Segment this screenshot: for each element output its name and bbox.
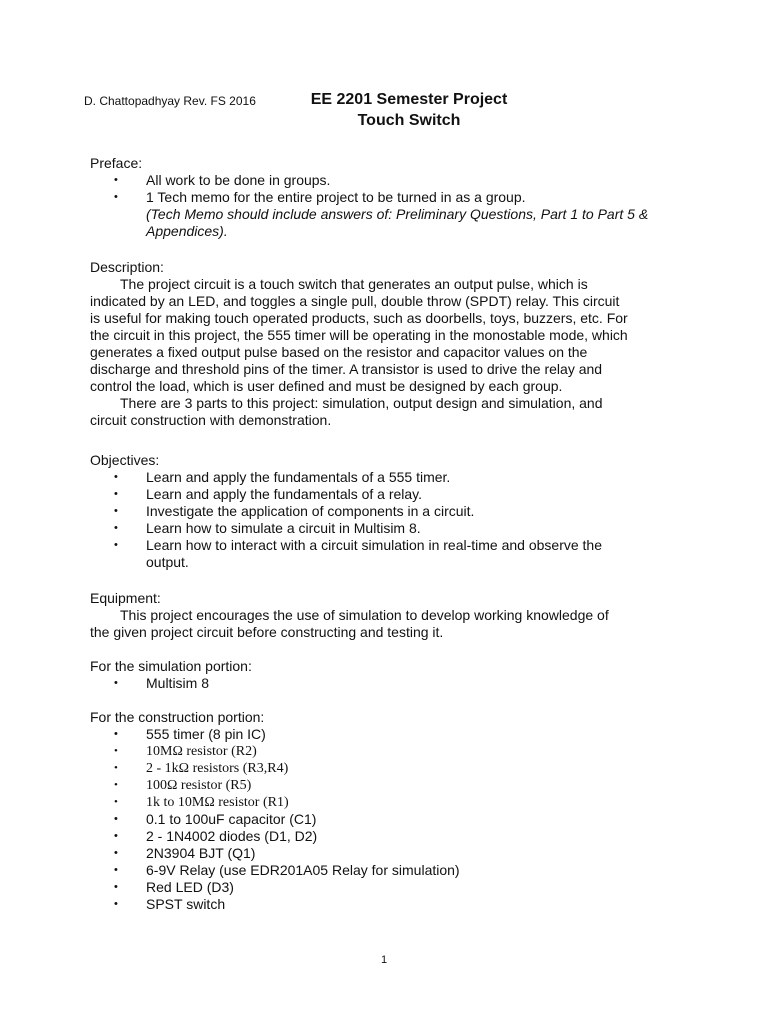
paragraph-line: circuit construction with demonstration. <box>90 412 332 428</box>
list-item: • SPST switch <box>90 896 670 913</box>
list-item: • Red LED (D3) <box>90 879 670 896</box>
preface-note-line: (Tech Memo should include answers of: Preliminary Questions, Part 1 to Part 5 & <box>146 206 649 222</box>
paragraph-line: control the load, which is user defined and must be designed by each group. <box>90 378 563 394</box>
paragraph-line: discharge and threshold pins of the timer. A transistor is used to drive the relay and <box>90 361 603 377</box>
list-item: • 1k to 10MΩ resistor (R1) <box>90 794 670 811</box>
list-item: • Learn how to simulate a circuit in Multisim 8. <box>90 520 670 537</box>
simulation-list <box>90 675 670 692</box>
paragraph-line: the circuit in this project, the 555 timer will be operating in the monostable mode, which <box>90 327 628 343</box>
description-paragraph-1 <box>90 276 670 395</box>
list-item: • All work to be done in groups. <box>90 172 670 189</box>
list-item: • Learn and apply the fundamentals of a relay. <box>90 486 670 503</box>
equipment-heading: Equipment: <box>90 590 161 606</box>
list-item: • 2N3904 BJT (Q1) <box>90 845 670 862</box>
simulation-heading: For the simulation portion: <box>90 658 252 674</box>
description-paragraph-2 <box>90 395 670 429</box>
list-item: • Investigate the application of components in a circuit. <box>90 503 670 520</box>
paragraph-line: indicated by an LED, and toggles a single pull, double throw (SPDT) relay. This circuit <box>90 293 620 309</box>
preface-section <box>90 155 670 240</box>
list-item-continuation: output. <box>146 554 189 570</box>
construction-list <box>90 726 670 913</box>
equipment-paragraph <box>90 607 670 641</box>
objectives-heading: Objectives: <box>90 452 160 468</box>
description-heading: Description: <box>90 259 164 275</box>
paragraph-line: There are 3 parts to this project: simulation, output design and simulation, and <box>120 395 603 411</box>
objectives-section <box>90 452 670 571</box>
objectives-list <box>90 469 670 554</box>
construction-heading: For the construction portion: <box>90 709 265 725</box>
page-number: 1 <box>380 954 388 966</box>
paragraph-line: is useful for making touch operated products, such as doorbells, toys, buzzers, etc. For <box>90 310 628 326</box>
list-item: • 555 timer (8 pin IC) <box>90 726 670 743</box>
paragraph-line: the given project circuit before constructing and testing it. <box>90 624 444 640</box>
description-section <box>90 259 670 429</box>
list-item: • 100Ω resistor (R5) <box>90 777 670 794</box>
list-item: • 1 Tech memo for the entire project to be turned in as a group. <box>90 189 670 206</box>
list-item: • Multisim 8 <box>90 675 670 692</box>
equipment-section <box>90 590 670 913</box>
list-item: • 2 - 1N4002 diodes (D1, D2) <box>90 828 670 845</box>
list-item: • 10MΩ resistor (R2) <box>90 743 670 760</box>
preface-list <box>90 172 670 206</box>
list-item: • 0.1 to 100uF capacitor (C1) <box>90 811 670 828</box>
author-revision: D. Chattopadhyay Rev. FS 2016 <box>84 94 256 108</box>
list-item: • Learn how to interact with a circuit simulation in real-time and observe the <box>90 537 670 554</box>
paragraph-line: This project encourages the use of simulation to develop working knowledge of <box>120 607 609 623</box>
list-item: • 2 - 1kΩ resistors (R3,R4) <box>90 760 670 777</box>
document-subtitle: Touch Switch <box>357 112 461 129</box>
list-item: • 6-9V Relay (use EDR201A05 Relay for simulation) <box>90 862 670 879</box>
paragraph-line: generates a fixed output pulse based on the resistor and capacitor values on the <box>90 344 588 360</box>
paragraph-line: The project circuit is a touch switch that generates an output pulse, which is <box>120 276 588 292</box>
preface-heading: Preface: <box>90 155 143 171</box>
preface-note-line: Appendices). <box>146 223 228 239</box>
document-title: EE 2201 Semester Project <box>310 91 508 108</box>
list-item: • Learn and apply the fundamentals of a 555 timer. <box>90 469 670 486</box>
